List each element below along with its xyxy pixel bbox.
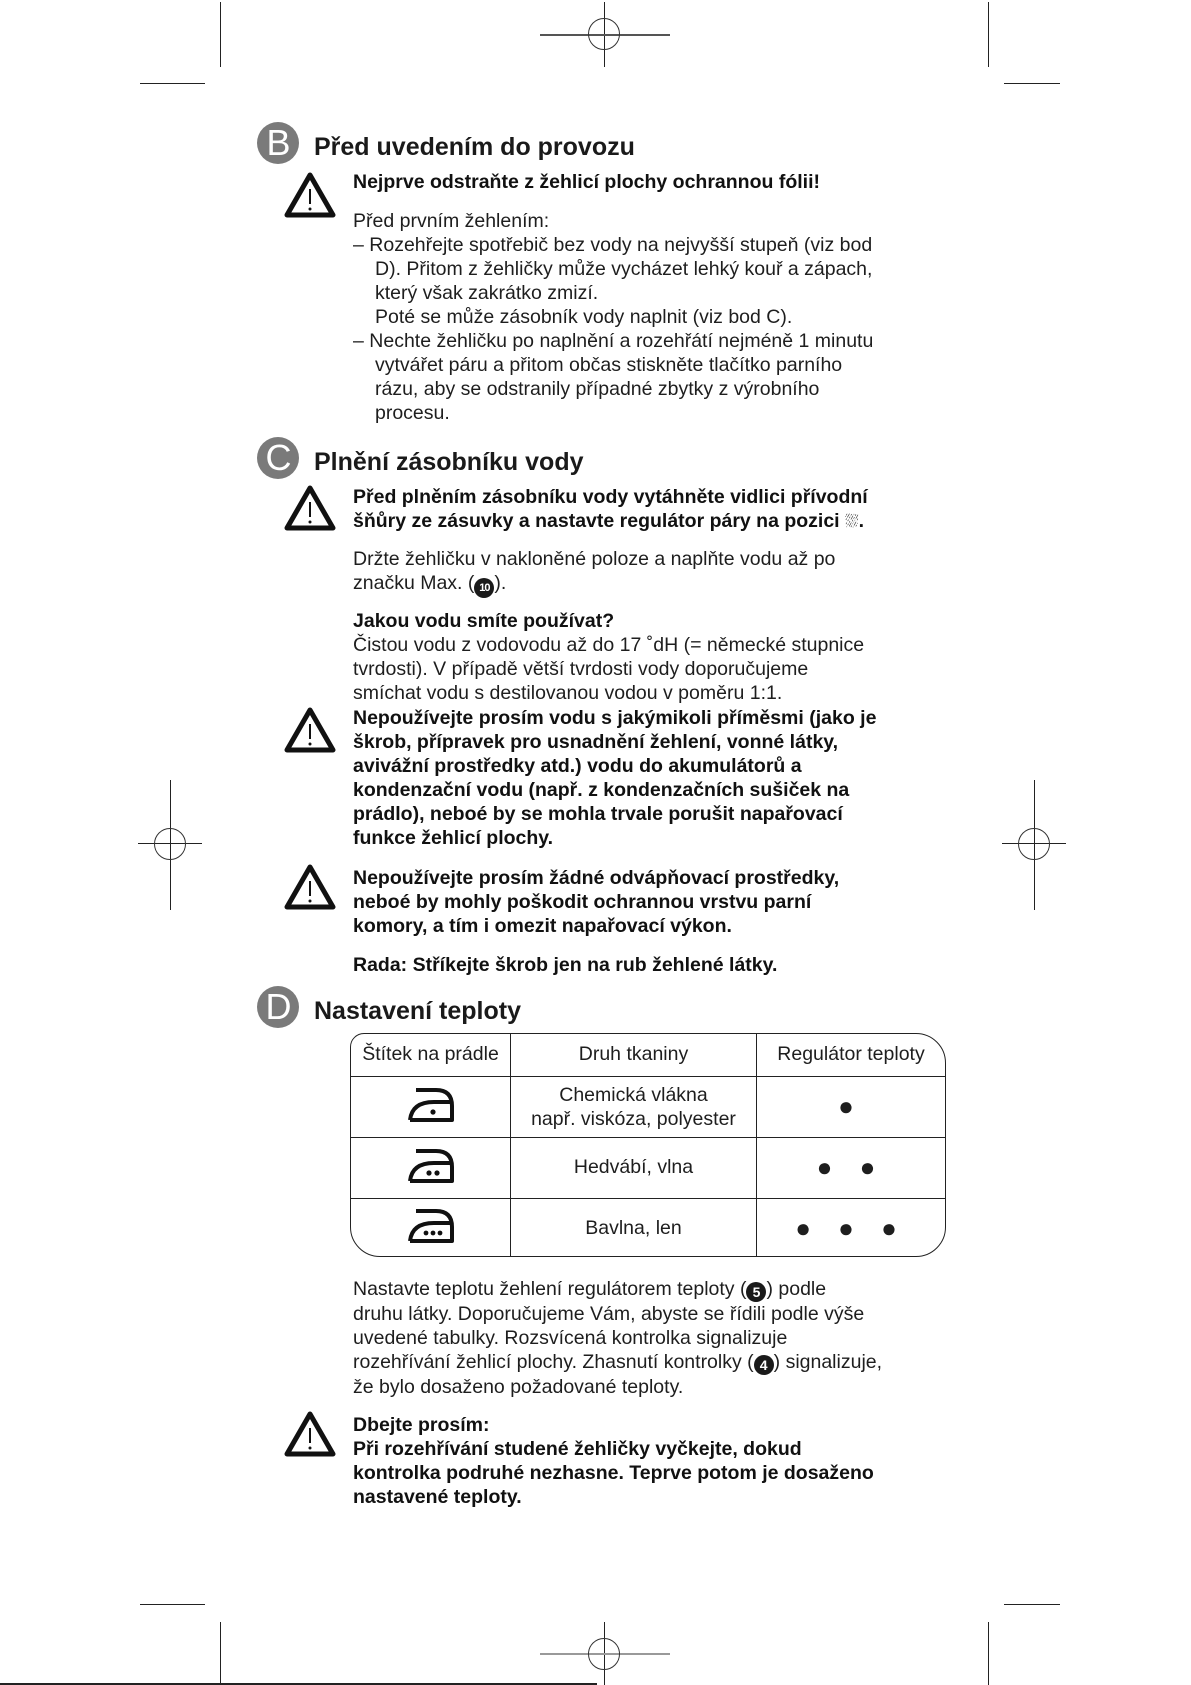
table-header: Štítek na prádle [351,1034,511,1076]
section-b-body [353,233,873,425]
body-text: rozehřívání žehlicí plochy. Zhasnutí kontrolky ( [353,1351,754,1373]
warning-icon [284,172,336,218]
warning-icon [284,864,336,910]
care-label-cell [351,1076,511,1137]
warning-icon [284,707,336,753]
body-text: ) podle [766,1278,827,1300]
warning-line: Nepoužívejte prosím vodu s jakýmikoli příměsmi (jako je [353,707,877,729]
body-text: značku Max. ( [353,572,475,594]
care-label-cell [351,1198,511,1257]
section-b-intro: Před prvním žehlením: [353,210,550,232]
warning-line: neboé by mohly poškodit ochrannou vrstvu parní [353,891,812,913]
warning-line: funkce žehlicí plochy. [353,827,554,849]
warning-line: škrob, přípravek pro usnadnění žehlení, vonné látky, [353,731,839,753]
care-label-cell [351,1137,511,1198]
water-heading: Jakou vodu smíte používat? [353,610,615,632]
regulator-dots: ● ● ● [757,1198,946,1257]
section-badge-d: D [257,986,299,1028]
warning-line: Před plněním zásobníku vody vytáhněte vidlici přívodní [353,486,868,508]
body-text: ). [494,572,507,594]
body-line: že bylo dosaženo požadované teploty. [353,1376,684,1398]
registration-left-circle [154,828,186,860]
body-line: druhu látky. Doporučujeme Vám, abyste se řídili podle výše [353,1303,865,1325]
section-badge-c: C [257,437,299,479]
crop-mark-top-left-v [220,2,221,67]
section-c-fill-instructions [353,547,835,598]
body-line: – Nechte žehličku po naplnění a rozehřátí nejméně 1 minutu [353,330,874,352]
warning-line: avivážní prostředky atd.) vodu do akumulátorů a [353,755,802,777]
body-text: ) signalizuje, [773,1351,883,1373]
reference-number-badge: 5 [746,1282,766,1302]
reference-number-badge: 10 [474,578,494,598]
body-line: Držte žehličku v nakloněné poloze a naplňte vodu až po [353,548,836,570]
warning-line: prádlo), neboé by se mohla trvale porušit napařovací [353,803,843,825]
body-line [353,1350,882,1375]
regulator-dots: ● ● [757,1137,946,1198]
fabric-cell [511,1076,757,1137]
section-badge-b: B [257,122,299,164]
crop-mark-bottom-right-h [1004,1604,1060,1605]
warning-line: Nepoužívejte prosím žádné odvápňovací prostředky, [353,867,840,889]
warning-icon [284,485,336,531]
descaler-warning [353,866,839,938]
table-header: Regulátor teploty [757,1034,946,1076]
starch-tip: Rada: Stříkejte škrob jen na rub žehlené látky. [353,954,778,976]
iron-1-dot-icon [402,1084,460,1124]
registration-top-circle [588,18,620,50]
water-body [353,633,864,705]
fabric-cell: Hedvábí, vlna [511,1137,757,1198]
table-row [351,1137,945,1198]
body-line: D). Přitom z žehličky může vycházet lehký kouř a zápach, [375,258,873,280]
body-line: který však zakrátko zmizí. [375,282,599,304]
section-title-b: Před uvedením do provozu [314,133,635,161]
body-line: rázu, aby se odstranily případné zbytky z výrobního [375,378,820,400]
iron-3-dots-icon [402,1205,460,1245]
section-title-c: Plnění zásobníku vody [314,448,584,476]
table-header-row [351,1034,945,1076]
note-line: Při rozehřívání studené žehličky vyčkejte, dokud [353,1438,802,1460]
body-line: smíchat vodu s destilovanou vodou v poměru 1:1. [353,682,783,704]
fabric-text: Chemická vlákna [559,1083,708,1106]
reference-number-badge: 4 [754,1355,774,1375]
warning-line: kondenzační vodu (např. z kondenzačních sušiček na [353,779,850,801]
note-line: kontrolka podruhé nezhasne. Teprve potom je dosaženo [353,1462,874,1484]
body-text: Nastavte teplotu žehlení regulátorem teploty ( [353,1278,747,1300]
crop-mark-bottom-left-h [140,1604,205,1605]
warning-line: šňůry ze zásuvky a nastavte regulátor páry na pozici ⛆. [353,510,865,532]
fabric-text: např. viskóza, polyester [531,1107,736,1130]
body-line [353,571,835,598]
body-line: tvrdosti). V případě větší tvrdosti vody doporučujeme [353,658,809,680]
crop-mark-top-right-h [1004,83,1060,84]
body-line [353,1277,882,1302]
registration-right-circle [1018,828,1050,860]
iron-2-dots-icon [402,1145,460,1185]
warning-line-text: šňůry ze zásuvky a nastavte regulátor páry na pozici [353,510,840,532]
warning-icon [284,1411,336,1457]
temperature-instructions [353,1277,882,1399]
note-heading: Dbejte prosím: [353,1414,490,1436]
body-line: Poté se může zásobník vody naplnit (viz bod C). [375,306,793,328]
table-header: Druh tkaniny [511,1034,757,1076]
body-line: procesu. [375,402,450,424]
body-line: Čistou vodu z vodovodu až do 17 ˚dH (= německé stupnice [353,634,865,656]
table-row [351,1076,945,1137]
regulator-dots: ● [757,1076,946,1137]
body-line: uvedené tabulky. Rozsvícená kontrolka signalizuje [353,1327,788,1349]
crop-mark-bottom-left-v [220,1622,221,1685]
body-line: – Rozehřejte spotřebič bez vody na nejvyšší stupeň (viz bod [353,234,873,256]
section-c-warning [353,485,868,534]
note-line: nastavené teploty. [353,1486,522,1508]
registration-bottom-circle [588,1638,620,1670]
crop-mark-bottom-right-v [988,1622,989,1685]
section-b-warning: Nejprve odstraňte z žehlicí plochy ochrannou fólii! [353,171,820,193]
crop-mark-top-right-v [988,2,989,67]
body-line: vytvářet páru a přitom občas stiskněte tlačítko parního [375,354,843,376]
steam-symbol-icon: ⛆ [845,512,859,531]
section-title-d: Nastavení teploty [314,997,522,1025]
note-body [353,1437,874,1509]
temperature-table [350,1033,946,1257]
crop-mark-top-left-h [140,83,205,84]
warning-line: komory, a tím i omezit napařovací výkon. [353,915,732,937]
fabric-cell: Bavlna, len [511,1198,757,1257]
table-row [351,1198,945,1257]
additives-warning [353,706,876,850]
